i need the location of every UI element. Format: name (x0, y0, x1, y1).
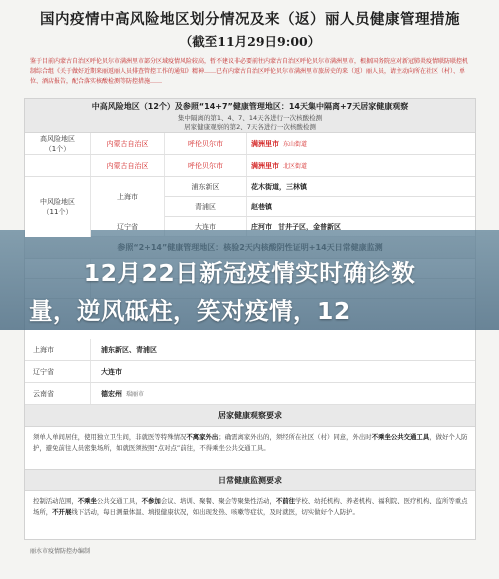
risk-level-count: （1个） (44, 144, 71, 153)
section-home-title: 居家健康观察要求 (218, 411, 282, 420)
source-note: 丽水市疫情防控办编制 (30, 548, 91, 555)
headline-line-1: 12月22日新冠疫情实时确诊数 (83, 259, 416, 287)
detail-cell: 大连市 (101, 367, 122, 376)
area-extra: 甘井子区，金普新区 (278, 222, 341, 231)
section-home-header (25, 405, 475, 427)
region-cell: 云南省 (25, 383, 91, 404)
region-cell: 上海市 (25, 339, 91, 360)
area-name: 满洲里市 (251, 161, 279, 170)
table-row (25, 155, 475, 177)
text-span: ，做好个人防护，避免前往人员密集场所，如就医须按照“点对点”前往，不得乘坐公共交通工具。 (33, 433, 468, 452)
detail-cell: 浦东新区、青浦区 (101, 345, 157, 354)
area-cell (247, 155, 475, 176)
text-emphasis: 不乘坐 (77, 497, 97, 505)
area-cell: 赵巷镇 (251, 202, 272, 211)
risk-level-label: 高风险地区 (40, 134, 75, 143)
document-subtitle: （截至11月29日9:00） (179, 34, 321, 49)
section-daily-text (33, 496, 469, 536)
section-high-mid-title: 中高风险地区（12个）及参照“14+7”健康管理地区：14天集中隔离+7天居家健康观察 (91, 102, 409, 111)
text-emphasis: 不前往 (275, 497, 296, 505)
table-row (25, 133, 475, 155)
area-cell: 花木街道，三林镇 (251, 182, 307, 191)
province-cell: 内蒙古自治区 (91, 133, 165, 154)
text-span: ；确需离家外出的，须经所在社区（村）同意，外出时 (218, 433, 372, 441)
text-span: 公共交通工具， (96, 497, 142, 505)
region-cell: 辽宁省 (25, 361, 91, 382)
city-cell: 大连市 (165, 217, 247, 236)
section-home-text (33, 432, 469, 466)
table-row (25, 361, 475, 383)
detail-cell (91, 383, 475, 404)
city-cell: 浦东新区 (165, 177, 247, 196)
section-daily-header (25, 469, 475, 491)
area-extra: 北区街道 (283, 163, 308, 170)
text-span: 线下活动，每日测量体温、填报健康状况，如出现发热、咳嗽等症状，及时就医，切实做好个人防护。 (71, 508, 359, 516)
section-high-mid-sub2: 居家健康观察的第2、7天各进行一次核酸检测 (184, 123, 316, 131)
risk-level-count: （11个） (42, 208, 73, 216)
detail-extra: 瑞丽市 (126, 391, 145, 398)
section-high-mid-header (25, 99, 475, 133)
risk-level-cell (25, 177, 91, 237)
province-cell (91, 177, 165, 217)
province-cell: 内蒙古自治区 (91, 155, 165, 176)
document-title: 国内疫情中高风险地区划分情况及来（返）丽人员健康管理措施 (40, 11, 460, 28)
text-span: 学校、幼托机构、养老机构、福利院、医疗机构、监所等重点场所， (33, 497, 468, 516)
table-row (25, 339, 475, 361)
text-emphasis: 不参加 (141, 497, 161, 505)
city-cell: 呼伦贝尔市 (165, 155, 247, 176)
red-notice: 鉴于目前内蒙古自治区呼伦贝尔市满洲里市部分区域疫情风险较高，暂不建议非必要前往内蒙古自治区呼伦贝尔市满洲里市，根据国务院应对新冠肺炎疫情联防联控机制综合组《关于做好近期来丽返丽人员排查管控工作的通知》精神……已有内蒙古自治区呼伦贝尔市满洲里市旅居史的来（返）丽人员，请主动向所在社区（村）、单位、酒店报告，配合落实核酸检测等防控措施…… (30, 58, 469, 85)
city-cell: 呼伦贝尔市 (165, 133, 247, 154)
section-daily-title: 日常健康监测要求 (218, 476, 282, 485)
text-emphasis: 不离家外出 (186, 433, 219, 441)
risk-level-cell (25, 155, 91, 176)
text-emphasis: 不乘坐公共交通工具 (371, 433, 430, 441)
area-cell (247, 133, 475, 154)
table-row (25, 383, 475, 405)
detail-name: 德宏州 (101, 389, 122, 398)
area-name: 满洲里市 (251, 139, 279, 148)
risk-level-label: 中风险地区 (40, 198, 75, 206)
province-name: 上海市 (117, 193, 138, 201)
section-high-mid-sub1: 集中隔离的第1、4、7、14天各进行一次核酸检测 (177, 114, 323, 122)
text-span: 须单人单间居住，使用独立卫生间，非就医等特殊情况 (33, 433, 187, 441)
area-extra: 东山街道 (283, 141, 308, 148)
text-span: 控制活动范围， (33, 497, 78, 505)
headline-line-2: 量，逆风砥柱，笑对疫情，12 (29, 297, 351, 325)
province-cell: 辽宁省 (91, 217, 165, 236)
risk-level-cell (25, 133, 91, 154)
area-name: 庄河市 (251, 222, 272, 231)
text-emphasis: 不开展 (52, 508, 72, 516)
city-cell: 青浦区 (165, 197, 247, 216)
text-span: 会议、培训、聚餐、聚会等聚集性活动， (160, 497, 276, 505)
